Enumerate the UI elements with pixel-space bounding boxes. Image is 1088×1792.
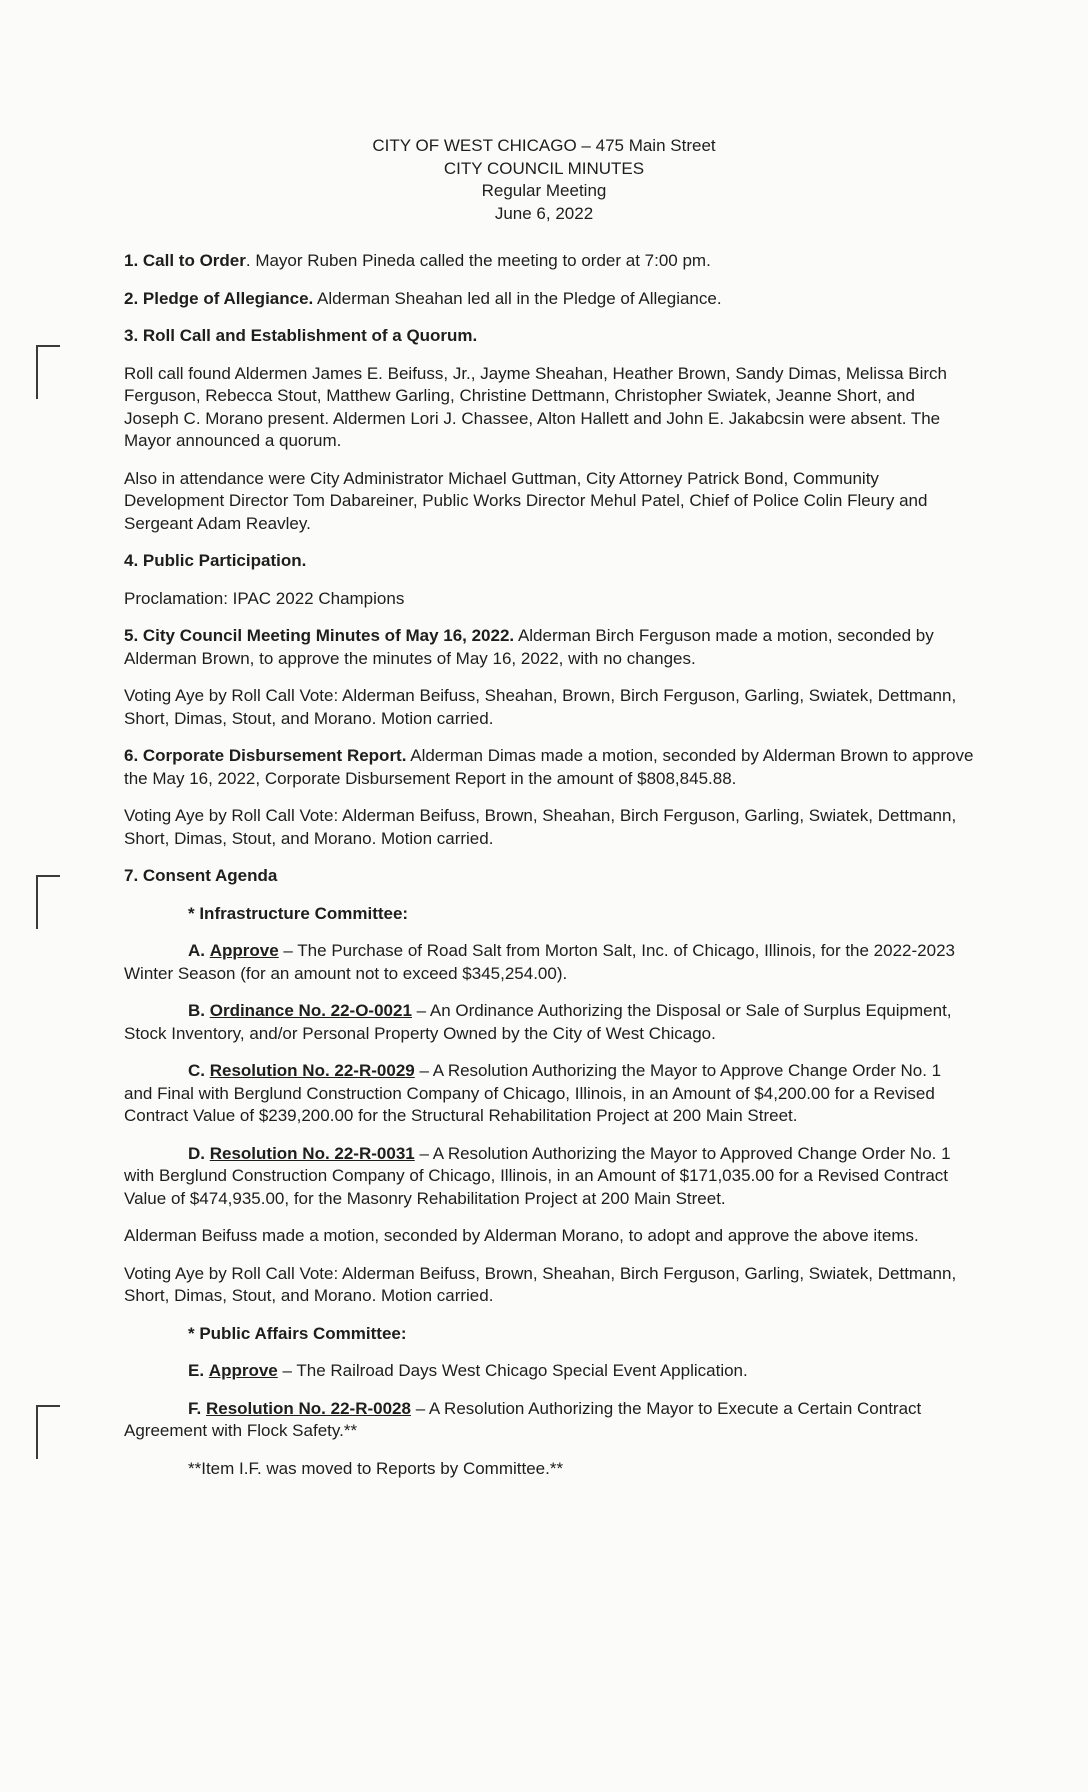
committee-heading: * Public Affairs Committee: (188, 1323, 407, 1343)
item-letter: D. (188, 1143, 205, 1163)
item-heading: 4. Public Participation. (124, 551, 307, 570)
roll-call-paragraph: Roll call found Aldermen James E. Beifuss, Jr., Jayme Sheahan, Heather Brown, Sandy Dimas, Melissa Birch Ferguson, Rebecca Stout, Matthew Garling, Christine Dettmann, Christopher Swiatek, Jeanne Short, and Joseph C. Morano present. Aldermen Lori J. Chassee, Alton Hallett and John E. Jakabcsin were absent. The Mayor announced a quorum. (124, 363, 947, 450)
item-label: Resolution No. 22-R-0029 (209, 1061, 415, 1080)
item-minutes-approval (124, 625, 974, 670)
document-header (0, 135, 1088, 225)
item-label: Ordinance No. 22-O-0021 (209, 1001, 412, 1020)
vote-record: Voting Aye by Roll Call Vote: Alderman Beifuss, Sheahan, Brown, Birch Ferguson, Garling, Swiatek, Dettmann, Short, Dimas, Stout, and Morano. Motion carried. (124, 686, 957, 728)
item-text: – The Purchase of Road Salt from Morton Salt, Inc. of Chicago, Illinois, for the 2022-2023 Winter Season (for an amount not to exceed $345,254.00). (124, 941, 955, 983)
item-heading: 6. Corporate Disbursement Report. (124, 746, 407, 765)
item-text: – An Ordinance Authorizing the Disposal or Sale of Surplus Equipment, Stock Inventory, and/or Personal Property Owned by the City of West Chicago. (124, 1001, 952, 1043)
committee-heading: * Infrastructure Committee: (188, 903, 409, 923)
item-heading: 5. City Council Meeting Minutes of May 16, 2022. (124, 626, 515, 645)
item-letter: A. (188, 941, 205, 960)
item-text: Alderman Birch Ferguson made a motion, seconded by Alderman Brown, to approve the minutes of May 16, 2022, with no changes. (124, 626, 934, 668)
item-pledge (124, 288, 974, 311)
header-date: June 6, 2022 (494, 203, 594, 223)
item-text: – The Railroad Days West Chicago Special Event Application. (277, 1361, 748, 1380)
item-label: Approve (208, 1361, 278, 1380)
consent-item-f (124, 1398, 974, 1443)
item-call-to-order (124, 250, 974, 273)
committee-public-affairs (124, 1323, 974, 1346)
item-text: – A Resolution Authorizing the Mayor to Approve Change Order No. 1 and Final with Berglund Construction Company of Chicago, Illinois, in an Amount of $4,200.00 for a Revised Contract Value of $239,200.00 for the Structural Rehabilitation Project at 200 Main Street. (124, 1061, 942, 1125)
header-meeting-type: Regular Meeting (481, 181, 607, 200)
vote-record: Voting Aye by Roll Call Vote: Alderman Beifuss, Brown, Sheahan, Birch Ferguson, Garling, Swiatek, Dettmann, Short, Dimas, Stout, and Morano. Motion carried. (124, 806, 957, 848)
item-letter: B. (188, 1001, 205, 1020)
proclamation-text: Proclamation: IPAC 2022 Champions (124, 588, 405, 608)
item-label: Resolution No. 22-R-0031 (209, 1143, 415, 1163)
consent-item-b (124, 1000, 974, 1045)
item-letter: F. (188, 1398, 202, 1418)
item-heading: 2. Pledge of Allegiance. (124, 288, 314, 308)
item-letter: E. (188, 1361, 205, 1380)
item-public-participation-heading (124, 550, 974, 573)
item-text: Alderman Dimas made a motion, seconded by Alderman Brown to approve the May 16, 2022, Corporate Disbursement Report in the amount of $808,845.88. (124, 746, 974, 788)
item-roll-call-heading (124, 325, 974, 348)
item-text: Alderman Sheahan led all in the Pledge of Allegiance. (313, 288, 722, 308)
margin-bracket-mark (36, 875, 60, 929)
consent-item-e (124, 1360, 974, 1383)
attendance-paragraph: Also in attendance were City Administrator Michael Guttman, City Attorney Patrick Bond, Community Development Director Tom Dabareiner, Public Works Director Mehul Patel, Chief of Police Colin Fleury and Sergeant Adam Reavley. (124, 468, 928, 533)
item-disbursement-report (124, 745, 974, 790)
item-text: – A Resolution Authorizing the Mayor to Execute a Certain Contract Agreement with Flock Safety.** (124, 1398, 922, 1440)
item-text: – A Resolution Authorizing the Mayor to Approved Change Order No. 1 with Berglund Construction Company of Chicago, Illinois, in an Amount of $171,035.00 for a Revised Contract Value of $474,935.00, for the Masonry Rehabilitation Project at 200 Main Street. (124, 1143, 951, 1208)
consent-motion: Alderman Beifuss made a motion, seconded by Alderman Morano, to adopt and approve the above items. (124, 1226, 919, 1245)
item-consent-agenda-heading (124, 865, 974, 888)
committee-infrastructure (124, 903, 974, 926)
header-city-line: CITY OF WEST CHICAGO – 475 Main Street (372, 136, 716, 155)
item-heading: 1. Call to Order (124, 251, 246, 270)
item-moved-note: **Item I.F. was moved to Reports by Committee.** (188, 1458, 564, 1478)
consent-item-c (124, 1060, 974, 1128)
consent-item-d (124, 1143, 974, 1211)
vote-record: Voting Aye by Roll Call Vote: Alderman Beifuss, Brown, Sheahan, Birch Ferguson, Garling, Swiatek, Dettmann, Short, Dimas, Stout, and Morano. Motion carried. (124, 1263, 957, 1305)
item-label: Resolution No. 22-R-0028 (205, 1398, 411, 1418)
minutes-body (124, 250, 974, 1495)
margin-bracket-mark (36, 345, 60, 399)
consent-item-a (124, 940, 974, 985)
item-text: . Mayor Ruben Pineda called the meeting to order at 7:00 pm. (245, 251, 711, 270)
item-heading: 7. Consent Agenda (124, 866, 278, 885)
item-letter: C. (188, 1061, 205, 1080)
header-title: CITY COUNCIL MINUTES (443, 158, 645, 178)
item-label: Approve (209, 941, 279, 960)
item-heading: 3. Roll Call and Establishment of a Quorum. (124, 326, 478, 345)
margin-bracket-mark (36, 1405, 60, 1459)
